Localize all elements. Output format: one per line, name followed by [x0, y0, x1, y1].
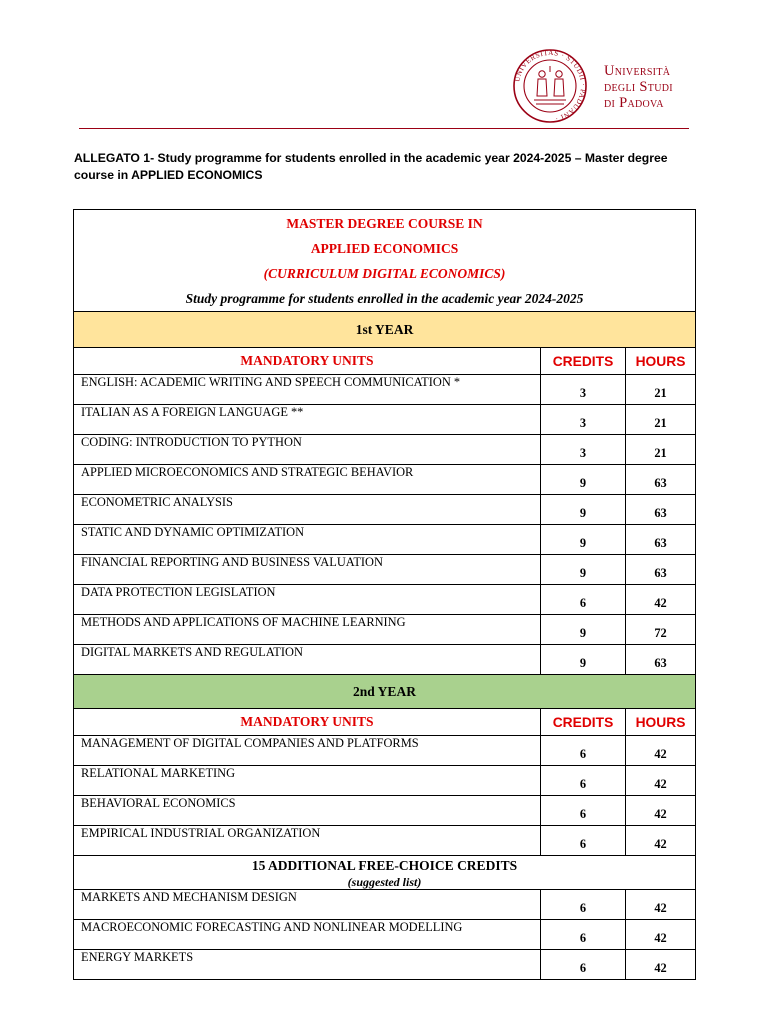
course-credits: 9	[541, 615, 626, 645]
course-name: MANAGEMENT OF DIGITAL COMPANIES AND PLATFORMS	[74, 736, 541, 766]
course-hours: 42	[626, 826, 696, 856]
course-credits: 9	[541, 645, 626, 675]
table-row	[74, 796, 696, 826]
course-credits: 9	[541, 555, 626, 585]
year2-hours-header: HOURS	[626, 709, 696, 736]
table-row	[74, 615, 696, 645]
study-programme-table	[73, 209, 696, 980]
course-hours: 42	[626, 950, 696, 980]
table-row	[74, 375, 696, 405]
table-row	[74, 890, 696, 920]
course-name: METHODS AND APPLICATIONS OF MACHINE LEARNING	[74, 615, 541, 645]
year1-label: 1st YEAR	[74, 312, 696, 348]
course-credits: 9	[541, 465, 626, 495]
table-title-line-2: APPLIED ECONOMICS	[310, 240, 459, 256]
course-credits: 6	[541, 950, 626, 980]
table-row	[74, 826, 696, 856]
table-row	[74, 405, 696, 435]
document-heading: ALLEGATO 1- Study programme for students enrolled in the academic year 2024-2025 – Master degree course in APPLIED ECONOMICS	[74, 151, 668, 182]
course-credits: 3	[541, 375, 626, 405]
university-name	[604, 63, 673, 111]
course-name: FINANCIAL REPORTING AND BUSINESS VALUATION	[74, 555, 541, 585]
header-divider	[79, 128, 689, 129]
course-hours: 42	[626, 766, 696, 796]
course-hours: 72	[626, 615, 696, 645]
course-name: RELATIONAL MARKETING	[74, 766, 541, 796]
course-name: STATIC AND DYNAMIC OPTIMIZATION	[74, 525, 541, 555]
course-name: EMPIRICAL INDUSTRIAL ORGANIZATION	[74, 826, 541, 856]
year2-units-header: MANDATORY UNITS	[74, 709, 541, 736]
table-title-line-1: MASTER DEGREE COURSE IN	[286, 215, 483, 231]
course-credits: 9	[541, 525, 626, 555]
table-row	[74, 645, 696, 675]
svg-text:UNIVERSITAS · STUDII · PADUANI: UNIVERSITAS · STUDII · PADUANI ·	[513, 48, 588, 123]
table-title-subtitle: Study programme for students enrolled in the academic year 2024-2025	[185, 290, 584, 306]
course-hours: 21	[626, 405, 696, 435]
table-title-row	[74, 210, 696, 312]
course-name: MARKETS AND MECHANISM DESIGN	[74, 890, 541, 920]
course-name: ECONOMETRIC ANALYSIS	[74, 495, 541, 525]
course-hours: 42	[626, 890, 696, 920]
year1-hours-header: HOURS	[626, 348, 696, 375]
course-credits: 3	[541, 435, 626, 465]
university-name-line-3: di Padova	[604, 95, 664, 111]
course-hours: 63	[626, 555, 696, 585]
course-name: ENERGY MARKETS	[74, 950, 541, 980]
course-credits: 9	[541, 495, 626, 525]
course-hours: 63	[626, 645, 696, 675]
year2-label: 2nd YEAR	[74, 675, 696, 709]
course-name: ITALIAN AS A FOREIGN LANGUAGE **	[74, 405, 541, 435]
year1-header-row	[74, 348, 696, 375]
university-name-line-1: Università	[604, 63, 671, 79]
university-seal-icon	[512, 48, 588, 124]
university-logo	[512, 48, 688, 128]
free-choice-subtitle: (suggested list)	[347, 875, 422, 889]
course-hours: 21	[626, 435, 696, 465]
table-row	[74, 920, 696, 950]
course-name: ENGLISH: ACADEMIC WRITING AND SPEECH COMMUNICATION *	[74, 375, 541, 405]
table-row	[74, 766, 696, 796]
course-name: MACROECONOMIC FORECASTING AND NONLINEAR MODELLING	[74, 920, 541, 950]
table-title-curriculum: (CURRICULUM DIGITAL ECONOMICS)	[263, 265, 506, 281]
course-name: DATA PROTECTION LEGISLATION	[74, 585, 541, 615]
course-credits: 6	[541, 796, 626, 826]
course-credits: 6	[541, 736, 626, 766]
course-name: CODING: INTRODUCTION TO PYTHON	[74, 435, 541, 465]
university-name-line-2: degli Studi	[604, 79, 673, 95]
course-credits: 6	[541, 826, 626, 856]
course-credits: 6	[541, 890, 626, 920]
course-hours: 63	[626, 465, 696, 495]
course-credits: 6	[541, 585, 626, 615]
course-hours: 42	[626, 920, 696, 950]
course-hours: 63	[626, 495, 696, 525]
year2-header-row	[74, 709, 696, 736]
year2-band	[74, 675, 696, 709]
free-choice-row	[74, 856, 696, 890]
year1-units-header: MANDATORY UNITS	[74, 348, 541, 375]
course-credits: 3	[541, 405, 626, 435]
table-row	[74, 435, 696, 465]
year1-credits-header: CREDITS	[541, 348, 626, 375]
course-name: DIGITAL MARKETS AND REGULATION	[74, 645, 541, 675]
free-choice-title: 15 ADDITIONAL FREE-CHOICE CREDITS	[251, 858, 518, 873]
course-name: BEHAVIORAL ECONOMICS	[74, 796, 541, 826]
year2-credits-header: CREDITS	[541, 709, 626, 736]
year1-band	[74, 312, 696, 348]
course-hours: 42	[626, 736, 696, 766]
course-credits: 6	[541, 766, 626, 796]
table-row	[74, 555, 696, 585]
table-title	[74, 210, 696, 312]
course-hours: 42	[626, 796, 696, 826]
table-row	[74, 736, 696, 766]
free-choice-header	[74, 856, 696, 890]
course-hours: 63	[626, 525, 696, 555]
table-row	[74, 495, 696, 525]
table-row	[74, 465, 696, 495]
course-name: APPLIED MICROECONOMICS AND STRATEGIC BEHAVIOR	[74, 465, 541, 495]
course-hours: 42	[626, 585, 696, 615]
table-row	[74, 950, 696, 980]
course-credits: 6	[541, 920, 626, 950]
course-hours: 21	[626, 375, 696, 405]
table-row	[74, 585, 696, 615]
table-row	[74, 525, 696, 555]
